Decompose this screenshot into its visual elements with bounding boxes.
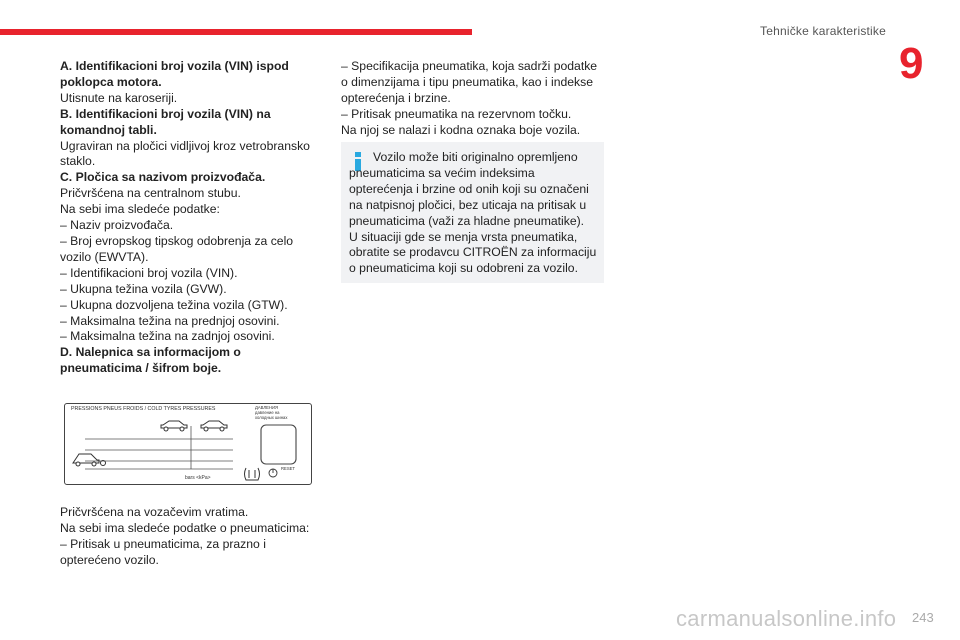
tyre-label-heading: D. Nalepnica sa informacijom o pneumaticima / šifrom boje. xyxy=(60,345,241,376)
list-item: – Specifikacija pneumatika, koja sadrži podatke o dimenzijama i tipu pneumatika, kao i indekse opterećenja i brzine. xyxy=(341,59,598,105)
info-note-paragraph: U situaciji gde se menja vrsta pneumatika, obratite se prodavcu CITROËN za informaciju o pneumaticima koji su odobreni za vozilo. xyxy=(349,229,597,276)
list-item: – Ukupna težina vozila (GVW). xyxy=(60,281,227,296)
left-column xyxy=(60,59,312,377)
loaded-car-icon xyxy=(201,421,227,431)
figure-caption-line: холодных шинах xyxy=(255,415,288,420)
figure-caption-line: давление на xyxy=(255,410,280,415)
vin-dashboard-text: Ugraviran na pločici vidljivoj kroz vetrobransko staklo. xyxy=(60,138,310,169)
reset-label: RESET xyxy=(281,466,295,471)
figure-caption-line: ДАВЛЕНИЯ xyxy=(255,405,278,410)
manufacturer-plate-text: Pričvršćena na centralnom stubu. xyxy=(60,186,241,201)
page-number: 243 xyxy=(912,610,934,625)
list-item: – Broj evropskog tipskog odobrenja za celo vozilo (EWVTA). xyxy=(60,233,294,264)
right-column xyxy=(341,59,605,139)
figure-title: PRESSIONS PNEUS FROIDS / COLD TYRES PRESSURES xyxy=(71,406,216,412)
vin-engine-text: Utisnute na karoseriji. xyxy=(60,90,178,105)
list-item: – Ukupna dozvoljena težina vozila (GTW). xyxy=(60,297,288,312)
section-title: Tehničke karakteristike xyxy=(760,24,886,38)
color-code-text: Na njoj se nalazi i kodna oznaka boje vozila. xyxy=(341,122,581,137)
pressure-units: bars <kPa> xyxy=(185,475,211,481)
list-item: – Maksimalna težina na prednjoj osovini. xyxy=(60,313,280,328)
vin-engine-heading: A. Identifikacioni broj vozila (VIN) ispod poklopca motora. xyxy=(60,59,289,89)
manufacturer-plate-intro: Na sebi ima sledeće podatke: xyxy=(60,202,220,217)
car-icon xyxy=(161,421,187,431)
left-column-bottom xyxy=(60,505,312,569)
list-item: – Naziv proizvođača. xyxy=(60,218,174,233)
list-item: – Pritisak u pneumaticima, za prazno i opterećeno vozilo. xyxy=(60,536,266,567)
color-code-box xyxy=(261,425,296,464)
tyre-label-intro: Na sebi ima sledeće podatke o pneumaticima: xyxy=(60,520,310,535)
tyre-label-location: Pričvršćena na vozačevim vratima. xyxy=(60,505,249,519)
vin-dashboard-heading: B. Identifikacioni broj vozila (VIN) na komandnoj tabli. xyxy=(60,106,271,137)
header-accent-bar xyxy=(0,29,472,35)
info-note-paragraph: Vozilo može biti originalno opremljeno pneumaticima sa većim indeksima opterećenja i brzine od onih koji su označeni na natpisnoj pločici, bez uticaja na pritisak u pneumaticima (važi za hladne pneumatike). xyxy=(349,150,589,228)
tyre-warning-icon xyxy=(245,468,260,480)
reset-icon xyxy=(269,469,277,477)
tyre-pressure-label-figure xyxy=(64,403,312,485)
tyre-label-drawing xyxy=(65,404,313,486)
info-note-text xyxy=(349,150,599,277)
spare-wheel-icon xyxy=(73,454,106,466)
list-item: – Identifikacioni broj vozila (VIN). xyxy=(60,265,238,280)
manufacturer-plate-heading: C. Pločica sa nazivom proizvođača. xyxy=(60,170,266,185)
list-item: – Pritisak pneumatika na rezervnom točku. xyxy=(341,106,572,121)
watermark: carmanualsonline.info xyxy=(676,606,897,631)
chapter-number: 9 xyxy=(899,39,924,88)
info-note-box xyxy=(341,142,604,283)
list-item: – Maksimalna težina na zadnjoj osovini. xyxy=(60,329,275,344)
